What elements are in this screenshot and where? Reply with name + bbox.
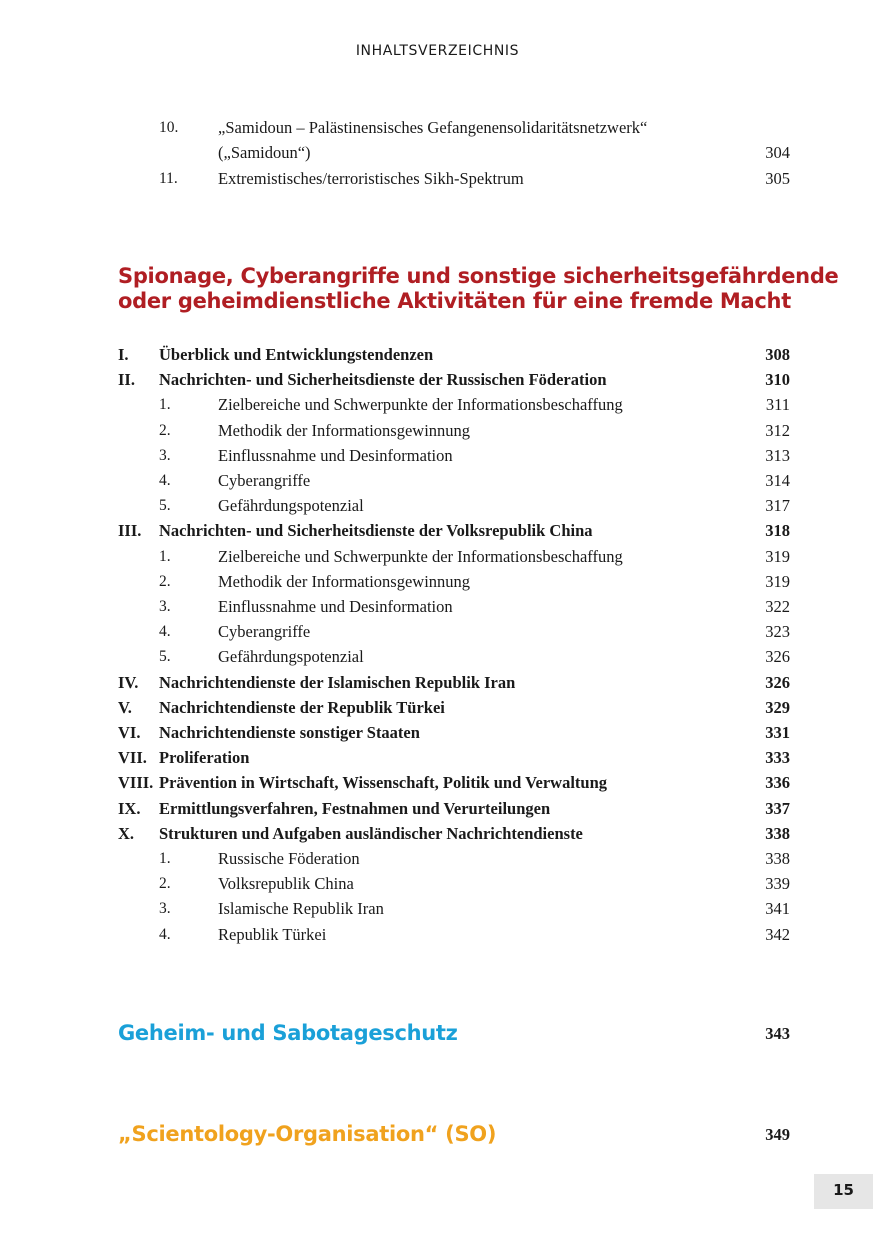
toc-entry[interactable] [118, 392, 790, 417]
toc-entry-title: Proliferation [159, 748, 250, 767]
toc-entry-page: 339 [765, 874, 790, 893]
toc-entry-title: Nachrichtendienste der Islamischen Republik Iran [159, 673, 516, 692]
section-heading-line: Spionage, Cyberangriffe und sonstige sicherheitsgefährdende [118, 264, 839, 288]
toc-entry-page: 310 [765, 370, 790, 389]
toc-entry-number: 3. [159, 900, 171, 917]
section-heading-scientology: „Scientology-Organisation“ (SO) [118, 1122, 497, 1146]
toc-entry-page: 341 [765, 899, 790, 918]
toc-entry-title: Gefährdungspotenzial [218, 647, 364, 666]
toc-entry-number: II. [118, 370, 135, 389]
toc-entry-title: Cyberangriffe [218, 471, 311, 490]
toc-entry[interactable] [118, 922, 790, 947]
toc-chapter-entry[interactable] [118, 745, 790, 770]
toc-entry-number: I. [118, 345, 129, 364]
toc-entry-continuation[interactable] [118, 140, 790, 165]
toc-entry-page: 337 [765, 799, 790, 818]
toc-chapter-entry[interactable] [118, 821, 790, 846]
toc-entry-number: IV. [118, 673, 139, 692]
toc-entry-number: 2. [159, 875, 171, 892]
toc-entry[interactable] [118, 493, 790, 518]
toc-entry-page: 311 [765, 395, 790, 414]
toc-entry-title: Methodik der Informationsgewinnung [218, 572, 471, 591]
toc-entry[interactable] [118, 468, 790, 493]
toc-entry[interactable] [118, 115, 790, 140]
toc-entry-title: „Samidoun – Palästinensisches Gefangenensolidaritätsnetzwerk“ [218, 118, 648, 137]
toc-entry-title: Nachrichten- und Sicherheitsdienste der Volksrepublik China [159, 521, 593, 540]
toc-entry[interactable] [118, 594, 790, 619]
toc-entry-number: 4. [159, 472, 171, 489]
toc-entry-page: 304 [765, 143, 790, 162]
section-page: 349 [765, 1125, 790, 1144]
section-heading-spionage[interactable] [118, 264, 839, 314]
section-heading-line: oder geheimdienstliche Aktivitäten für eine fremde Macht [118, 289, 791, 313]
toc-entry-number: 1. [159, 396, 171, 413]
toc-entry-number: IX. [118, 799, 141, 818]
toc-entry-page: 323 [765, 622, 790, 641]
toc-entry-number: VIII. [118, 773, 154, 792]
toc-entry-number: 1. [159, 548, 171, 565]
toc-chapter-entry[interactable] [118, 695, 790, 720]
toc-entry[interactable] [118, 418, 790, 443]
toc-entry-number: VII. [118, 748, 147, 767]
toc-entry-title: Ermittlungsverfahren, Festnahmen und Verurteilungen [159, 799, 551, 818]
toc-entry-title: Extremistisches/terroristisches Sikh-Spektrum [218, 169, 524, 188]
toc-chapter-entry[interactable] [118, 770, 790, 795]
toc-entry-page: 318 [765, 521, 790, 540]
toc-entry-number: 2. [159, 573, 171, 590]
toc-entry-page: 308 [765, 345, 790, 364]
toc-entry-number: 5. [159, 497, 171, 514]
running-head: INHALTSVERZEICHNIS [355, 43, 520, 59]
toc-entry[interactable] [118, 166, 790, 191]
toc-entry-page: 326 [765, 647, 790, 666]
toc-entry-title: Gefährdungspotenzial [218, 496, 364, 515]
toc-entry-page: 342 [765, 925, 790, 944]
toc-entry-page: 319 [765, 572, 790, 591]
toc-entry-page: 338 [765, 824, 790, 843]
toc-entry-number: 3. [159, 598, 171, 615]
toc-entry-number: 2. [159, 422, 171, 439]
toc-entry-number: 1. [159, 850, 171, 867]
toc-entry-page: 314 [765, 471, 790, 490]
toc-entry-number: 3. [159, 447, 171, 464]
toc-entry-title: Zielbereiche und Schwerpunkte der Informationsbeschaffung [218, 547, 623, 566]
page-number: 15 [814, 1174, 873, 1209]
section-geheimschutz[interactable] [118, 1018, 790, 1048]
toc-entry[interactable] [118, 619, 790, 644]
toc-entry[interactable] [118, 644, 790, 669]
toc-entry-page: 313 [765, 446, 790, 465]
toc-entry-title: Strukturen und Aufgaben ausländischer Nachrichtendienste [159, 824, 583, 843]
toc-entry[interactable] [118, 871, 790, 896]
toc-entry-number: X. [118, 824, 135, 843]
toc-entry-title: Volksrepublik China [218, 874, 354, 893]
toc-entry-title: Zielbereiche und Schwerpunkte der Informationsbeschaffung [218, 395, 623, 414]
toc-entry-number: VI. [118, 723, 141, 742]
section-scientology[interactable] [118, 1119, 790, 1149]
toc-entry-number: V. [118, 698, 132, 717]
toc-chapter-entry[interactable] [118, 367, 790, 392]
toc-entry-title: Überblick und Entwicklungstendenzen [159, 345, 434, 364]
toc-entry-number: III. [118, 521, 142, 540]
toc-entry-title: Nachrichtendienste der Republik Türkei [159, 698, 445, 717]
toc-entry-title: Nachrichtendienste sonstiger Staaten [159, 723, 420, 742]
toc-entry-number: 4. [159, 926, 171, 943]
section-page: 343 [765, 1024, 790, 1043]
toc-entry-number: 10. [159, 119, 179, 136]
toc-entry-number: 11. [159, 170, 178, 187]
toc-chapter-entry[interactable] [118, 670, 790, 695]
toc-entry-title: Methodik der Informationsgewinnung [218, 421, 471, 440]
toc-entry-number: 4. [159, 623, 171, 640]
toc-entry-title: Einflussnahme und Desinformation [218, 597, 453, 616]
toc-entry[interactable] [118, 896, 790, 921]
toc-chapter-entry[interactable] [118, 720, 790, 745]
toc-entry-page: 329 [765, 698, 790, 717]
toc-entry-number: 5. [159, 648, 171, 665]
toc-entry-title: Einflussnahme und Desinformation [218, 446, 453, 465]
toc-entry[interactable] [118, 544, 790, 569]
toc-entry-title: Islamische Republik Iran [218, 899, 384, 918]
toc-entry-page: 338 [765, 849, 790, 868]
toc-entry-page: 319 [765, 547, 790, 566]
toc-entry-title: Republik Türkei [218, 925, 327, 944]
toc-entry-title: Russische Föderation [218, 849, 360, 868]
toc-entry[interactable] [118, 846, 790, 871]
toc-entry-title-continued: („Samidoun“) [218, 143, 311, 162]
toc-chapter-entry[interactable] [118, 518, 790, 543]
toc-entry-page: 326 [765, 673, 790, 692]
toc-entry-page: 322 [765, 597, 790, 616]
toc-entry-title: Nachrichten- und Sicherheitsdienste der Russischen Föderation [159, 370, 607, 389]
toc-entry-page: 305 [765, 169, 790, 188]
toc-entry-page: 336 [765, 773, 790, 792]
toc-entry-title: Prävention in Wirtschaft, Wissenschaft, Politik und Verwaltung [159, 773, 608, 792]
toc-entry[interactable] [118, 569, 790, 594]
section-heading-geheimschutz: Geheim- und Sabotageschutz [118, 1021, 458, 1045]
toc-entry-page: 333 [765, 748, 790, 767]
toc-entry[interactable] [118, 443, 790, 468]
toc-entry-title: Cyberangriffe [218, 622, 311, 641]
toc-entry-page: 317 [765, 496, 790, 515]
toc-entry-page: 312 [765, 421, 790, 440]
toc-entry-page: 331 [765, 723, 790, 742]
toc-chapter-entry[interactable] [118, 342, 790, 367]
toc-chapter-entry[interactable] [118, 796, 790, 821]
